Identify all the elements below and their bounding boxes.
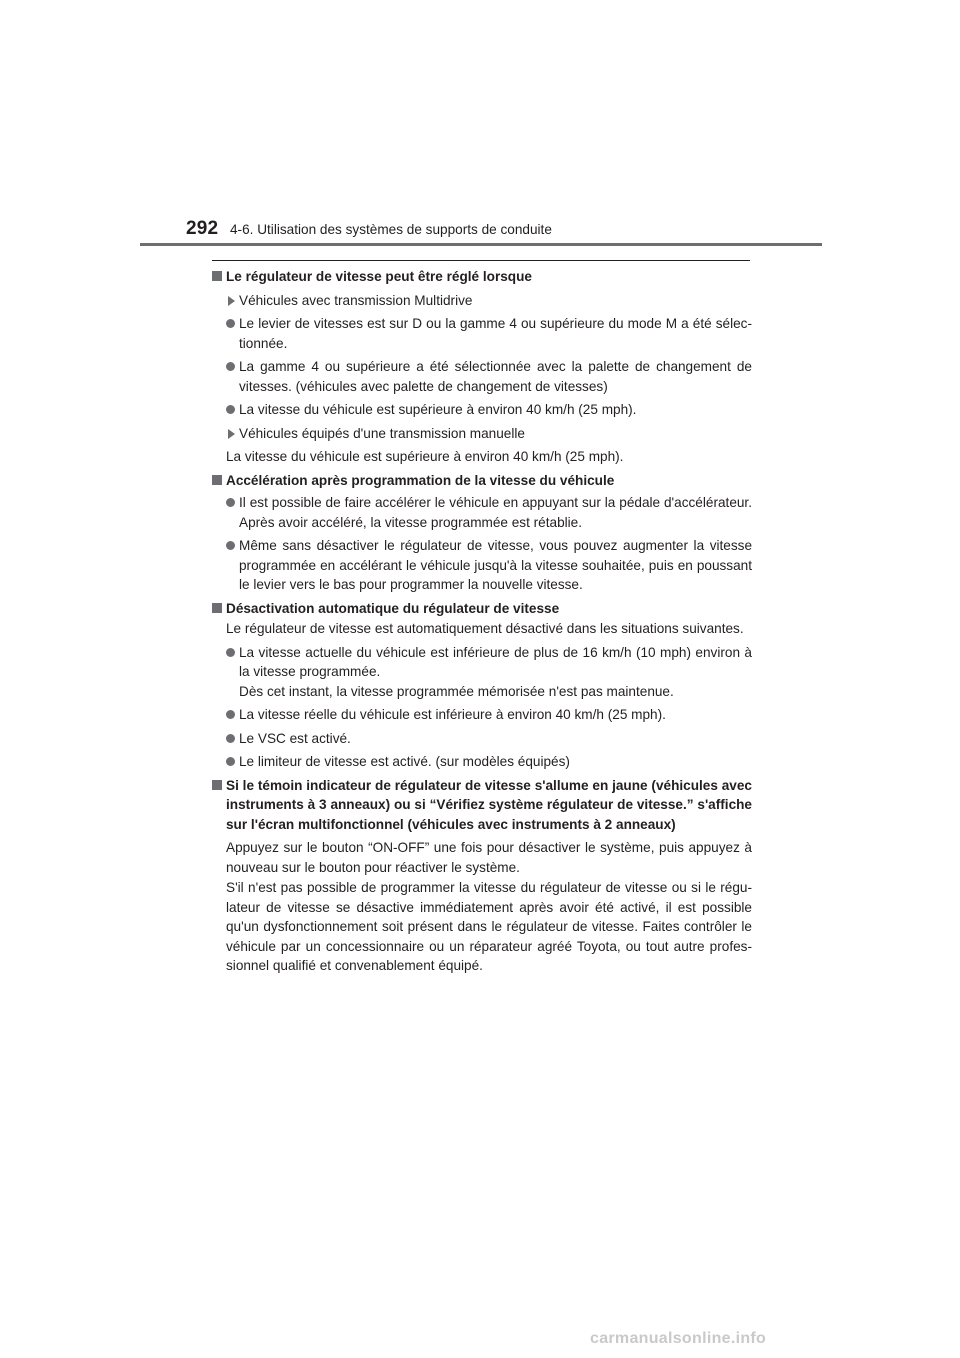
paragraph: Appuyez sur le bouton “ON-OFF” une fois pour désactiver le système, puis appuyez à nouveau sur le bouton pour réactiver le système. [226, 840, 752, 875]
round-bullet-icon [226, 541, 235, 550]
square-bullet-icon [212, 475, 222, 485]
arrow-bullet-icon [228, 429, 235, 439]
list-item: La vitesse réelle du véhicule est inférieure à environ 40 km/h (25 mph). [212, 705, 752, 725]
list-item: Il est possible de faire accélérer le véhicule en appuyant sur la pédale d'accélérateur. Après avoir accéléré, la vitesse programmée est rétablie. [212, 493, 752, 532]
list-item: Même sans désactiver le régulateur de vitesse, vous pouvez augmenter la vitesse programmée en accélérant le véhicule jusqu'à la vitesse souhaitée, puis en poussant le levier vers le bas pour programmer la nouvelle vitesse. [212, 536, 752, 595]
section-title: 4-6. Utilisation des systèmes de supports de conduite [230, 222, 552, 237]
square-bullet-icon [212, 603, 222, 613]
section-heading: Accélération après programmation de la vitesse du véhicule [212, 471, 752, 491]
round-bullet-icon [226, 362, 235, 371]
square-bullet-icon [212, 780, 222, 790]
list-item: La vitesse du véhicule est supérieure à environ 40 km/h (25 mph). [212, 400, 752, 420]
round-bullet-icon [226, 734, 235, 743]
variant-item: Véhicules avec transmission Multidrive [212, 291, 752, 311]
round-bullet-icon [226, 319, 235, 328]
page-number: 292 [186, 218, 219, 239]
square-bullet-icon [212, 271, 222, 281]
list-item: La gamme 4 ou supérieure a été sélectionnée avec la palette de changement de vitesses. (véhicules avec palette de changement de vitesses) [212, 357, 752, 396]
round-bullet-icon [226, 498, 235, 507]
list-item: Le VSC est activé. [212, 729, 752, 749]
variant-item: Véhicules équipés d'une transmission manuelle [212, 424, 752, 444]
round-bullet-icon [226, 648, 235, 657]
list-item: Le limiteur de vitesse est activé. (sur modèles équipés) [212, 752, 752, 772]
header-rule [140, 243, 822, 246]
paragraph: S'il n'est pas possible de programmer la vitesse du régulateur de vitesse ou si le régu-lateur de vitesse se désactive immédiatement après avoir été activé, il est possible qu'un dysfonctionnement soit présent dans le régulateur de vitesse. Faites contrôler le véhicule par un concessionnaire ou un réparateur agréé Toyota, ou tout autre profes-sionnel qualifié et convenablement équipé. [226, 880, 752, 973]
page-content [212, 267, 752, 976]
round-bullet-icon [226, 405, 235, 414]
page-header [0, 0, 960, 250]
paragraph: Le régulateur de vitesse est automatiquement désactivé dans les situations suivantes. [226, 621, 744, 636]
round-bullet-icon [226, 757, 235, 766]
list-item: Le levier de vitesses est sur D ou la gamme 4 ou supérieure du mode M a été sélec-tionnée. [212, 314, 752, 353]
section-heading: Si le témoin indicateur de régulateur de vitesse s'allume en jaune (véhicules avec instruments à 3 anneaux) ou si “Vérifiez système régulateur de vitesse.” s'affiche sur l'écran multifonctionnel (véhicules avec instruments à 2 anneaux) [212, 776, 752, 835]
section-heading: Le régulateur de vitesse peut être réglé lorsque [212, 267, 752, 287]
arrow-bullet-icon [228, 296, 235, 306]
paragraph: La vitesse du véhicule est supérieure à environ 40 km/h (25 mph). [226, 449, 624, 464]
section-heading: Désactivation automatique du régulateur de vitesse [212, 599, 752, 619]
round-bullet-icon [226, 710, 235, 719]
watermark-logo: carmanualsonline.info [590, 1330, 767, 1347]
content-rule [212, 260, 750, 261]
list-item: La vitesse actuelle du véhicule est inférieure de plus de 16 km/h (10 mph) environ à la vitesse programmée. Dès cet instant, la vitesse programmée mémorisée n'est pas maintenue. [212, 643, 752, 702]
